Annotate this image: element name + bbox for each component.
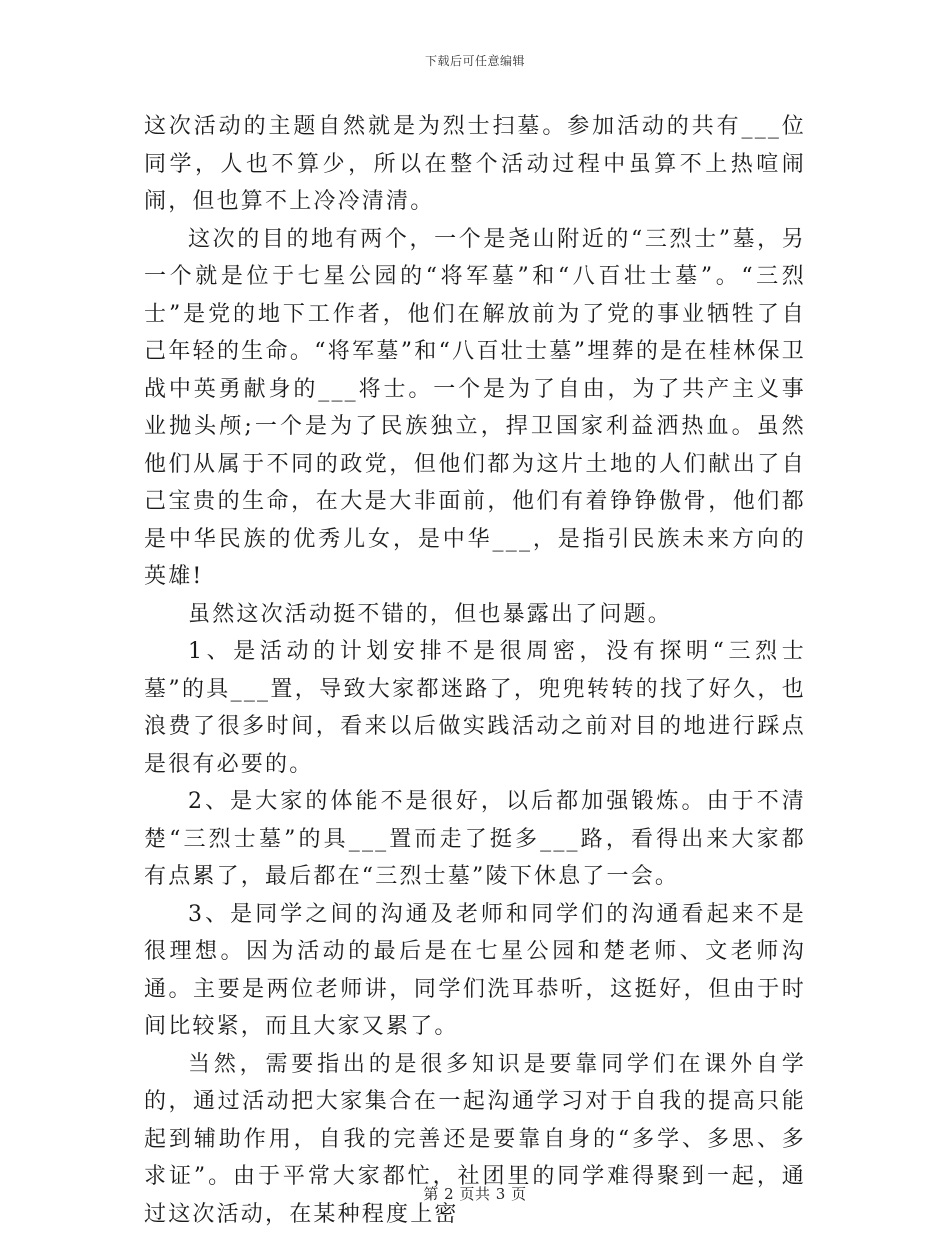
paragraph-1: 这次活动的主题自然就是为烈士扫墓。参加活动的共有___位同学，人也不算少，所以在整个活动过程中虽算不上热喧闹闹，但也算不上冷冷清清。: [144, 108, 806, 221]
paragraph-4: 1、是活动的计划安排不是很周密，没有探明“三烈士墓”的具___置，导致大家都迷路了，兜兜转转的找了好久，也浪费了很多时间，看来以后做实践活动之前对目的地进行踩点是很有必要的。: [144, 633, 806, 783]
paragraph-5: 2、是大家的体能不是很好，以后都加强锻炼。由于不清楚“三烈士墓”的具___置而走了挺多___路，看得出来大家都有点累了，最后都在“三烈士墓”陵下休息了一会。: [144, 783, 806, 896]
page-footer: 第 2 页共 3 页: [0, 1183, 950, 1204]
document-body: [144, 108, 806, 1233]
paragraph-7: 当然，需要指出的是很多知识是要靠同学们在课外自学的，通过活动把大家集合在一起沟通学习对于自我的提高只能起到辅助作用，自我的完善还是要靠自身的“多学、多思、多求证”。由于平常大家都忙，社团里的同学难得聚到一起，通过这次活动，在某种程度上密: [144, 1046, 806, 1233]
page-header: 下载后可任意编辑: [0, 52, 950, 69]
paragraph-6: 3、是同学之间的沟通及老师和同学们的沟通看起来不是很理想。因为活动的最后是在七星公园和楚老师、文老师沟通。主要是两位老师讲，同学们洗耳恭听，这挺好，但由于时间比较紧，而且大家又累了。: [144, 896, 806, 1046]
paragraph-2: 这次的目的地有两个，一个是尧山附近的“三烈士”墓，另一个就是位于七星公园的“将军墓”和“八百壮士墓”。“三烈士”是党的地下工作者，他们在解放前为了党的事业牺牲了自己年轻的生命。“将军墓”和“八百壮士墓”埋葬的是在桂林保卫战中英勇献身的___将士。一个是为了自由，为了共产主义事业抛头颅;一个是为了民族独立，捍卫国家利益洒热血。虽然他们从属于不同的政党，但他们都为这片土地的人们献出了自己宝贵的生命，在大是大非面前，他们有着铮铮傲骨，他们都是中华民族的优秀儿女，是中华___，是指引民族未来方向的英雄!: [144, 221, 806, 596]
paragraph-3: 虽然这次活动挺不错的，但也暴露出了问题。: [144, 596, 806, 634]
